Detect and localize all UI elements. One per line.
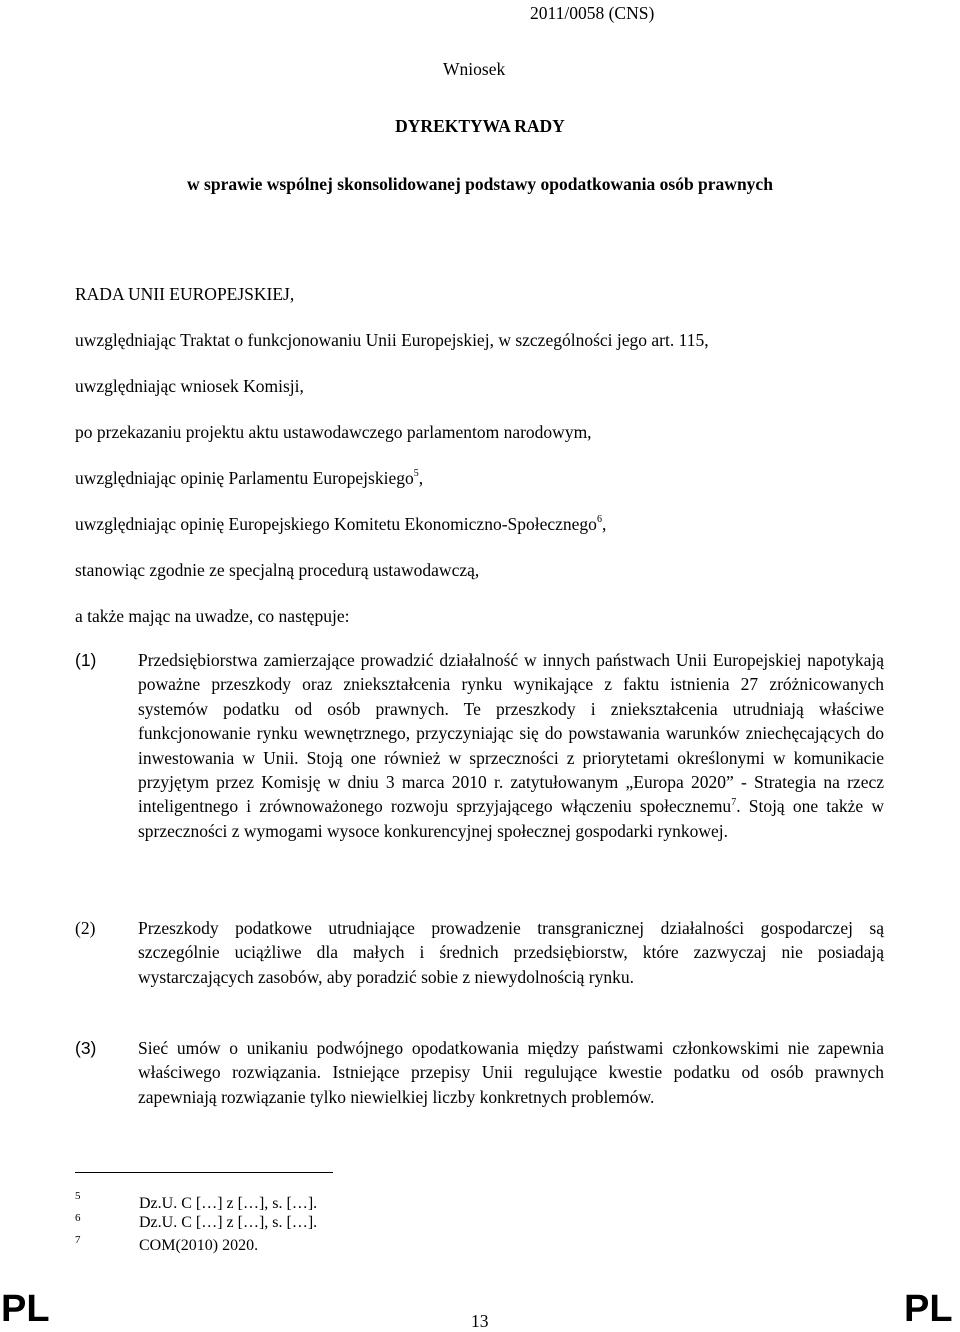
language-code-right: PL xyxy=(904,1288,953,1330)
proposal-label: Wniosek xyxy=(443,59,506,79)
citation-text: stanowiąc zgodnie ze specjalną procedurą ustawodawczą, xyxy=(75,560,480,580)
footnote-ref[interactable]: 5 xyxy=(413,468,419,480)
citation-line xyxy=(75,422,592,443)
citation-line xyxy=(75,514,606,535)
citation-text: uwzględniając opinię Europejskiego Komitetu Ekonomiczno-Społecznego xyxy=(75,514,597,534)
recital-number: (1) xyxy=(75,650,97,670)
document-reference: 2011/0058 (CNS) xyxy=(530,3,655,23)
recital-text-main: Przeszkody podatkowe utrudniające prowadzenie transgranicznej działalności gospodarczej są szczególnie uciążliwe dla małych i średnich przedsiębiorstw, które zazwyczaj nie posiadają wystarczających zasobów, aby poradzić sobie z niewydolnością rynku. xyxy=(138,918,884,987)
footnote-ref[interactable]: 7 xyxy=(731,796,737,808)
citation-text: uwzględniając wniosek Komisji, xyxy=(75,376,304,396)
citation-text: a także mając na uwadze, co następuje: xyxy=(75,606,350,626)
recital-text xyxy=(138,916,884,989)
page-number: 13 xyxy=(471,1311,489,1331)
citation-text: uwzględniając Traktat o funkcjonowaniu Unii Europejskiej, w szczególności jego art. 115, xyxy=(75,330,709,350)
recital-text-tail: . Stoją one także w sprzeczności z wymogami wysoce konkurencyjnej społecznej gospodarki rynkowej. xyxy=(138,796,884,841)
footnote-number: 7 xyxy=(75,1234,81,1246)
council-heading: RADA UNII EUROPEJSKIEJ, xyxy=(75,284,295,304)
document-type-title: DYREKTYWA RADY xyxy=(395,116,565,136)
recital-text xyxy=(138,648,884,843)
citation-tail: , xyxy=(418,468,424,488)
document-subject: w sprawie wspólnej skonsolidowanej podstawy opodatkowania osób prawnych xyxy=(187,174,773,194)
footnote-text: Dz.U. C […] z […], s. […]. xyxy=(139,1214,318,1231)
citation-text: po przekazaniu projektu aktu ustawodawczego parlamentom narodowym, xyxy=(75,422,592,442)
citation-line xyxy=(75,606,350,627)
footnote-number: 5 xyxy=(75,1190,81,1202)
citation-line xyxy=(75,468,423,489)
recital-number: (2) xyxy=(75,918,96,938)
recital-text xyxy=(138,1036,884,1109)
recital-text-main: Przedsiębiorstwa zamierzające prowadzić działalność w innych państwach Unii Europejskiej napotykają poważne przeszkody oraz zniekształcenia rynku wynikające z faktu istnienia 27 zróżnicowanych systemów podatku od osób prawnych. Te przeszkody i zniekształcenia utrudniają właściwe funkcjonowanie rynku wewnętrznego, przyczyniając się do powstawania warunków zniechęcających do inwestowania w Unii. Stoją one również w sprzeczności z priorytetami określonymi w komunikacie przyjętym przez Komisję w dniu 3 marca 2010 r. zatytułowanym „Europa 2020” - Strategia na rzecz inteligentnego i zrównoważonego rozwoju sprzyjającego włączeniu społecznemu xyxy=(138,650,884,817)
recital-text-main: Sieć umów o unikaniu podwójnego opodatkowania między państwami członkowskimi nie zapewnia właściwego rozwiązania. Istniejące przepisy Unii regulujące kwestie podatku od osób prawnych zapewniają rozwiązanie tylko niewielkiej liczby konkretnych problemów. xyxy=(138,1038,884,1107)
footnote-number: 6 xyxy=(75,1212,81,1224)
footnote-text: COM(2010) 2020. xyxy=(139,1237,259,1254)
citation-text: uwzględniając opinię Parlamentu Europejskiego xyxy=(75,468,414,488)
recital-number: (3) xyxy=(75,1038,97,1058)
citation-line xyxy=(75,376,304,397)
citation-line xyxy=(75,560,479,581)
citation-tail: , xyxy=(601,514,607,534)
language-code-left: PL xyxy=(1,1288,50,1330)
footnote-text: Dz.U. C […] z […], s. […]. xyxy=(139,1195,318,1212)
footnote-separator xyxy=(75,1172,333,1173)
citation-line xyxy=(75,330,709,351)
footnote-ref[interactable]: 6 xyxy=(596,514,602,526)
